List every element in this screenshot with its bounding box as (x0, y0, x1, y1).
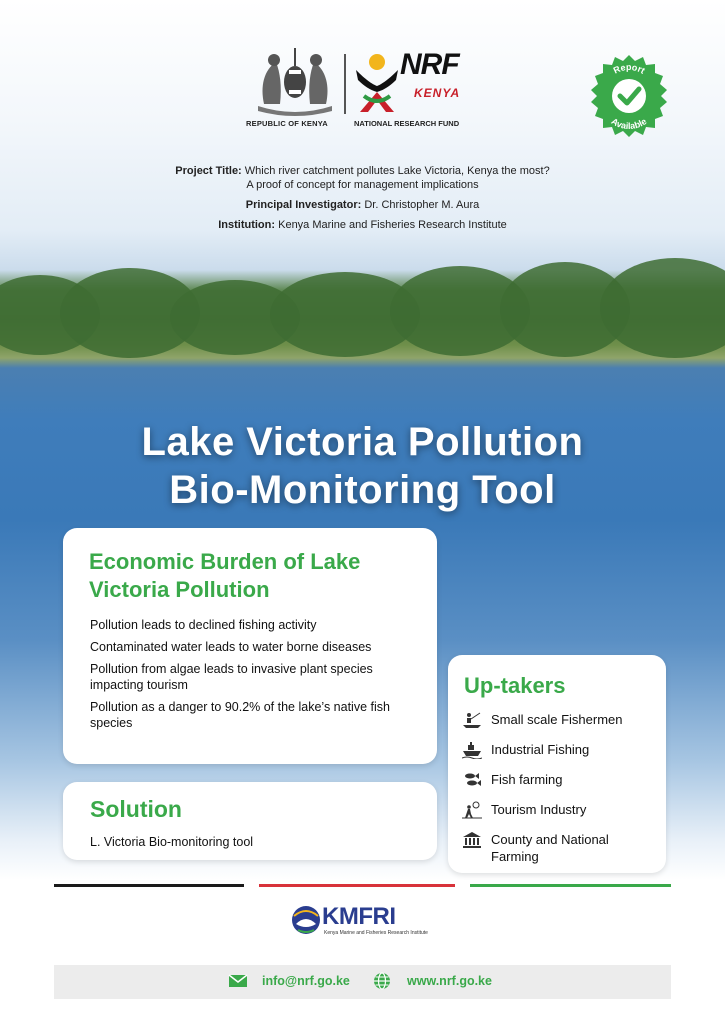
list-item (462, 801, 658, 818)
logo-separator (344, 54, 346, 114)
coat-of-arms-label: REPUBLIC OF KENYA (246, 119, 328, 128)
kmfri-logo (290, 900, 440, 942)
list-item: Pollution as a danger to 90.2% of the lake’s native fish species (90, 700, 390, 730)
uptaker-label: Fish farming (491, 772, 563, 787)
fish-icon (462, 771, 482, 789)
uptakers-list (462, 711, 658, 878)
uptakers-card (448, 655, 666, 873)
uptaker-label: Small scale Fishermen (491, 712, 623, 727)
kmfri-subtitle: Kenya Marine and Fisheries Research Institute (324, 930, 428, 936)
divider-black (54, 884, 244, 887)
badge-top-text: Report (611, 61, 647, 76)
economic-burden-card (63, 528, 437, 764)
list-item: Pollution from algae leads to invasive plant species impacting tourism (90, 662, 373, 692)
solution-text: L. Victoria Bio-monitoring tool (90, 835, 254, 849)
list-item (462, 741, 658, 758)
hero-title (0, 418, 725, 514)
badge-bottom-text: Available (609, 116, 649, 132)
nrf-label: NATIONAL RESEARCH FUND (354, 119, 460, 128)
list-item (462, 771, 658, 788)
ship-icon (462, 741, 482, 759)
email-icon (228, 972, 248, 990)
economic-burden-title: Economic Burden of Lake Victoria Pollution (89, 549, 361, 602)
header-logos (246, 46, 480, 132)
pi-label: Principal Investigator: (245, 199, 362, 211)
project-title-line1: Which river catchment pollutes Lake Victoria, Kenya the most? (244, 165, 550, 177)
coat-of-arms-logo (250, 46, 340, 116)
uptaker-label: County and National Farming (491, 832, 609, 864)
divider-red (259, 884, 455, 887)
nrf-logo-text: NRF (400, 48, 459, 81)
website-link[interactable]: www.nrf.go.ke (407, 974, 492, 988)
economic-burden-list (90, 617, 425, 737)
report-available-badge (586, 53, 672, 139)
project-title-label: Project Title: (175, 165, 242, 177)
government-building-icon (462, 831, 482, 849)
email-link[interactable]: info@nrf.go.ke (262, 974, 350, 988)
list-item (462, 831, 658, 865)
fisherman-icon (462, 711, 482, 729)
principal-investigator (0, 198, 725, 212)
hero-title-line1: Lake Victoria Pollution (141, 420, 584, 464)
project-title (0, 164, 725, 192)
divider-green (470, 884, 671, 887)
uptaker-label: Industrial Fishing (491, 742, 590, 757)
nrf-country-text: KENYA (414, 86, 461, 100)
nrf-figure-icon (352, 50, 402, 114)
solution-card (63, 782, 437, 860)
project-meta (0, 164, 725, 238)
hero-title-line2: Bio-Monitoring Tool (169, 468, 556, 512)
list-item (462, 711, 658, 728)
list-item: Pollution leads to declined fishing activity (90, 618, 317, 632)
uptaker-label: Tourism Industry (491, 802, 587, 817)
project-title-line2: A proof of concept for management implications (246, 179, 479, 191)
pi-value: Dr. Christopher M. Aura (364, 199, 480, 211)
uptakers-title: Up-takers (464, 673, 566, 698)
institution-value: Kenya Marine and Fisheries Research Institute (278, 219, 507, 231)
tourism-icon (462, 801, 482, 819)
solution-title: Solution (90, 796, 182, 822)
globe-icon (372, 972, 392, 990)
kmfri-name: KMFRI (322, 903, 396, 930)
institution (0, 218, 725, 232)
list-item: Contaminated water leads to water borne diseases (90, 640, 372, 654)
contact-footer (54, 965, 671, 999)
kmfri-emblem-icon (290, 902, 322, 938)
institution-label: Institution: (218, 219, 276, 231)
